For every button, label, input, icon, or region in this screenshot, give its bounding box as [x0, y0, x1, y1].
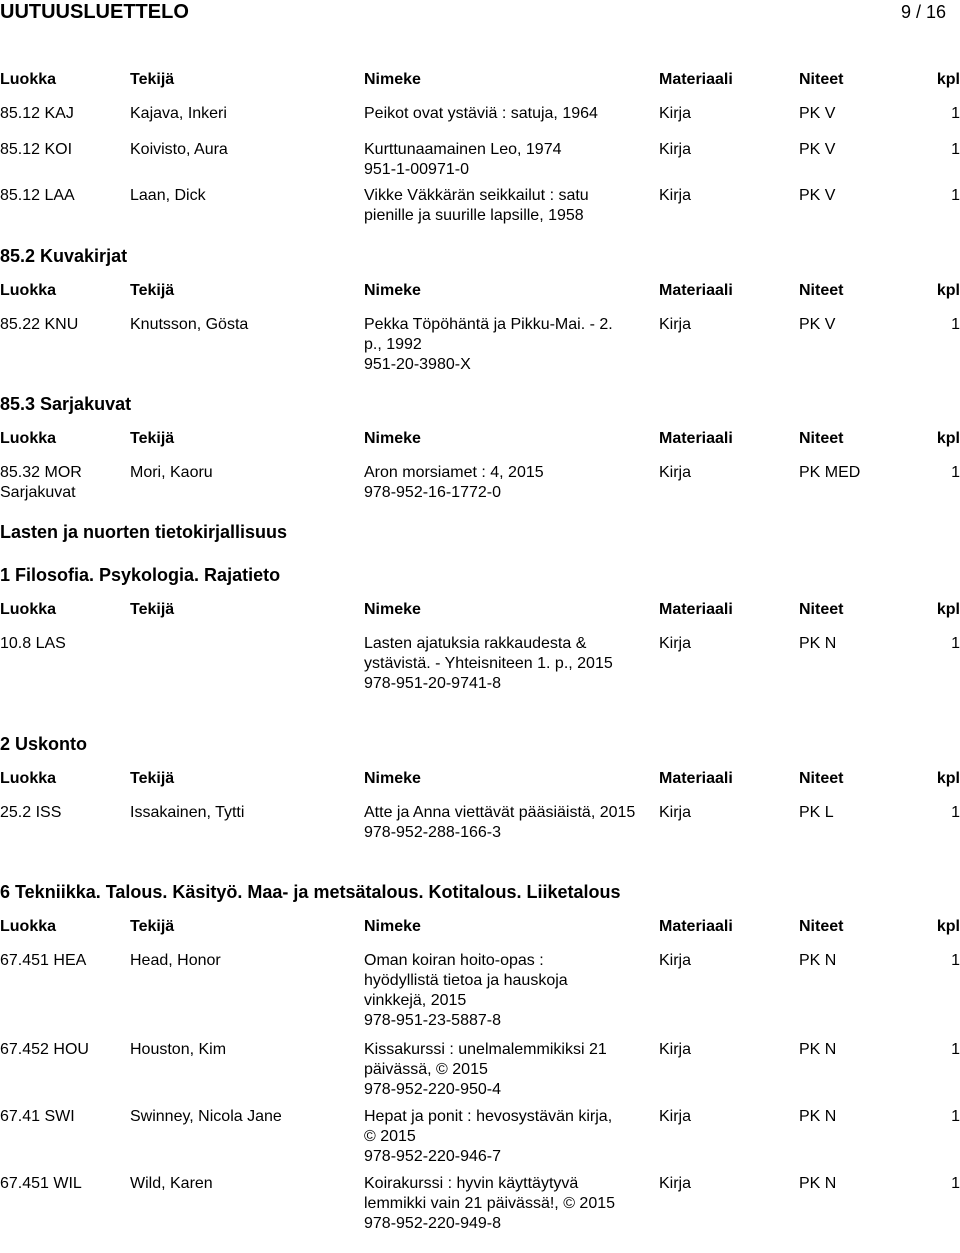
col-tekija: Tekijä — [130, 770, 175, 787]
col-nimeke: Nimeke — [364, 282, 421, 299]
entry-tekija: Knutsson, Gösta — [130, 316, 249, 333]
entry-niteet: PK V — [799, 187, 836, 204]
entry-isbn: 951-1-00971-0 — [364, 161, 469, 178]
entry-nimeke — [364, 1174, 634, 1234]
col-luokka: Luokka — [0, 601, 57, 618]
entry-luokka: 67.451 HEA — [0, 952, 87, 969]
entry-nimeke — [364, 803, 639, 843]
entry-materiaali: Kirja — [659, 804, 692, 821]
entry-luokka: 85.12 KAJ — [0, 105, 74, 122]
entry-tekija: Kajava, Inkeri — [130, 105, 227, 122]
col-kpl: kpl — [936, 918, 960, 935]
entry-materiaali: Kirja — [659, 1108, 692, 1125]
entry-tekija: Head, Honor — [130, 952, 221, 969]
col-tekija: Tekijä — [130, 918, 175, 935]
section-heading: Lasten ja nuorten tietokirjallisuus — [0, 522, 288, 542]
entry-niteet: PK V — [799, 105, 836, 122]
section-heading: 6 Tekniikka. Talous. Käsityö. Maa- ja metsätalous. Kotitalous. Liiketalous — [0, 882, 621, 902]
col-niteet: Niteet — [799, 770, 844, 787]
entry-nimeke — [364, 951, 609, 1031]
entry-isbn: 978-951-20-9741-8 — [364, 675, 501, 692]
entry-kpl: 1 — [951, 804, 960, 821]
entry-isbn: 978-952-220-949-8 — [364, 1215, 501, 1232]
col-niteet: Niteet — [799, 430, 844, 447]
entry-isbn: 978-952-288-166-3 — [364, 824, 501, 841]
col-materiaali: Materiaali — [659, 71, 733, 88]
column-header-row — [0, 917, 960, 937]
entry-luokka: 10.8 LAS — [0, 635, 66, 652]
entry-materiaali: Kirja — [659, 105, 692, 122]
col-materiaali: Materiaali — [659, 601, 733, 618]
entry-luokka-sub: Sarjakuvat — [0, 484, 76, 501]
entry-luokka: 85.12 LAA — [0, 187, 75, 204]
entry-niteet: PK L — [799, 804, 834, 821]
entry-isbn: 951-20-3980-X — [364, 356, 471, 373]
col-tekija: Tekijä — [130, 430, 175, 447]
entry-kpl: 1 — [951, 1041, 960, 1058]
col-luokka: Luokka — [0, 918, 57, 935]
entry-isbn: 978-952-220-946-7 — [364, 1148, 501, 1165]
entry-nimeke — [364, 1040, 649, 1100]
entry-materiaali: Kirja — [659, 952, 692, 969]
entry-tekija: Koivisto, Aura — [130, 141, 228, 158]
entry-kpl: 1 — [951, 1108, 960, 1125]
entry-luokka: 85.12 KOI — [0, 141, 73, 158]
entry-materiaali: Kirja — [659, 316, 692, 333]
entry-luokka — [0, 463, 82, 503]
entry-tekija: Mori, Kaoru — [130, 464, 213, 481]
entry-luokka: 67.41 SWI — [0, 1108, 75, 1125]
entry-title: Aron morsiamet : 4, 2015 — [364, 464, 544, 481]
entry-nimeke — [364, 315, 629, 375]
col-materiaali: Materiaali — [659, 282, 733, 299]
col-kpl: kpl — [936, 282, 960, 299]
entry-niteet: PK N — [799, 952, 837, 969]
col-nimeke: Nimeke — [364, 770, 421, 787]
col-tekija: Tekijä — [130, 71, 175, 88]
entry-title: Koirakurssi : hyvin käyttäytyvä lemmikki vain 21 päivässä!, © 2015 — [364, 1175, 616, 1212]
col-materiaali: Materiaali — [659, 770, 733, 787]
entry-luokka: 25.2 ISS — [0, 804, 62, 821]
entry-tekija: Laan, Dick — [130, 187, 206, 204]
col-niteet: Niteet — [799, 601, 844, 618]
entry-nimeke — [364, 1107, 619, 1167]
entry-tekija: Houston, Kim — [130, 1041, 227, 1058]
entry-title: Hepat ja ponit : hevosystävän kirja, © 2015 — [364, 1108, 613, 1145]
page-title: UUTUUSLUETTELO — [0, 1, 189, 23]
col-luokka: Luokka — [0, 430, 57, 447]
entry-title: Atte ja Anna viettävät pääsiäistä, 2015 — [364, 804, 636, 821]
entry-title: Lasten ajatuksia rakkaudesta & ystävistä. - Yhteisniteen 1. p., 2015 — [364, 635, 613, 672]
entry-materiaali: Kirja — [659, 1041, 692, 1058]
entry-isbn: 978-951-23-5887-8 — [364, 1012, 501, 1029]
column-header-row — [0, 70, 960, 90]
entry-materiaali: Kirja — [659, 464, 692, 481]
entry-nimeke — [364, 140, 646, 180]
entry-kpl: 1 — [951, 464, 960, 481]
col-tekija: Tekijä — [130, 601, 175, 618]
entry-luokka: 85.22 KNU — [0, 316, 79, 333]
entry-isbn: 978-952-220-950-4 — [364, 1081, 501, 1098]
entry-tekija: Issakainen, Tytti — [130, 804, 245, 821]
entry-materiaali: Kirja — [659, 1175, 692, 1192]
entry-title: Kurttunaamainen Leo, 1974 — [364, 141, 562, 158]
col-nimeke: Nimeke — [364, 430, 421, 447]
col-luokka: Luokka — [0, 770, 57, 787]
entry-materiaali: Kirja — [659, 635, 692, 652]
entry-kpl: 1 — [951, 141, 960, 158]
entry-isbn: 978-952-16-1772-0 — [364, 484, 501, 501]
entry-niteet: PK N — [799, 1108, 837, 1125]
entry-niteet: PK N — [799, 635, 837, 652]
entry-title: Kissakurssi : unelmalemmikiksi 21 päivässä, © 2015 — [364, 1041, 607, 1078]
entry-niteet: PK MED — [799, 464, 861, 481]
entry-title: Pekka Töpöhäntä ja Pikku-Mai. - 2. p., 1992 — [364, 316, 613, 353]
entry-nimeke — [364, 634, 626, 694]
col-materiaali: Materiaali — [659, 918, 733, 935]
entry-materiaali: Kirja — [659, 187, 692, 204]
entry-materiaali: Kirja — [659, 141, 692, 158]
entry-niteet: PK V — [799, 141, 836, 158]
section-heading: 85.3 Sarjakuvat — [0, 394, 132, 414]
entry-kpl: 1 — [951, 187, 960, 204]
entry-luokka: 67.451 WIL — [0, 1175, 82, 1192]
col-kpl: kpl — [936, 770, 960, 787]
entry-tekija: Wild, Karen — [130, 1175, 213, 1192]
entry-niteet: PK N — [799, 1175, 837, 1192]
col-luokka: Luokka — [0, 71, 57, 88]
section-heading: 1 Filosofia. Psykologia. Rajatieto — [0, 565, 281, 585]
page-number: 9 / 16 — [900, 2, 946, 22]
col-luokka: Luokka — [0, 282, 57, 299]
column-header-row — [0, 769, 960, 789]
entry-kpl: 1 — [951, 635, 960, 652]
entry-kpl: 1 — [951, 952, 960, 969]
section-heading: 2 Uskonto — [0, 734, 88, 754]
entry-nimeke: Peikot ovat ystäviä : satuja, 1964 — [364, 105, 598, 122]
col-kpl: kpl — [936, 71, 960, 88]
entry-niteet: PK N — [799, 1041, 837, 1058]
entry-tekija: Swinney, Nicola Jane — [130, 1108, 282, 1125]
col-nimeke: Nimeke — [364, 601, 421, 618]
col-tekija: Tekijä — [130, 282, 175, 299]
column-header-row — [0, 600, 960, 620]
entry-luokka: 67.452 HOU — [0, 1041, 89, 1058]
col-nimeke: Nimeke — [364, 71, 421, 88]
col-niteet: Niteet — [799, 71, 844, 88]
entry-nimeke: Vikke Väkkärän seikkailut : satu pienille ja suurille lapsille, 1958 — [364, 187, 589, 224]
col-niteet: Niteet — [799, 918, 844, 935]
column-header-row — [0, 429, 960, 449]
entry-kpl: 1 — [951, 1175, 960, 1192]
col-materiaali: Materiaali — [659, 430, 733, 447]
column-header-row — [0, 281, 960, 301]
col-kpl: kpl — [936, 430, 960, 447]
col-kpl: kpl — [936, 601, 960, 618]
entry-title: Oman koiran hoito-opas : hyödyllistä tietoa ja hauskoja vinkkejä, 2015 — [364, 952, 568, 1009]
entry-nimeke — [364, 463, 646, 503]
entry-kpl: 1 — [951, 105, 960, 122]
col-nimeke: Nimeke — [364, 918, 421, 935]
entry-luokka-code: 85.32 MOR — [0, 464, 82, 481]
entry-niteet: PK V — [799, 316, 836, 333]
section-heading: 85.2 Kuvakirjat — [0, 246, 128, 266]
entry-kpl: 1 — [951, 316, 960, 333]
col-niteet: Niteet — [799, 282, 844, 299]
